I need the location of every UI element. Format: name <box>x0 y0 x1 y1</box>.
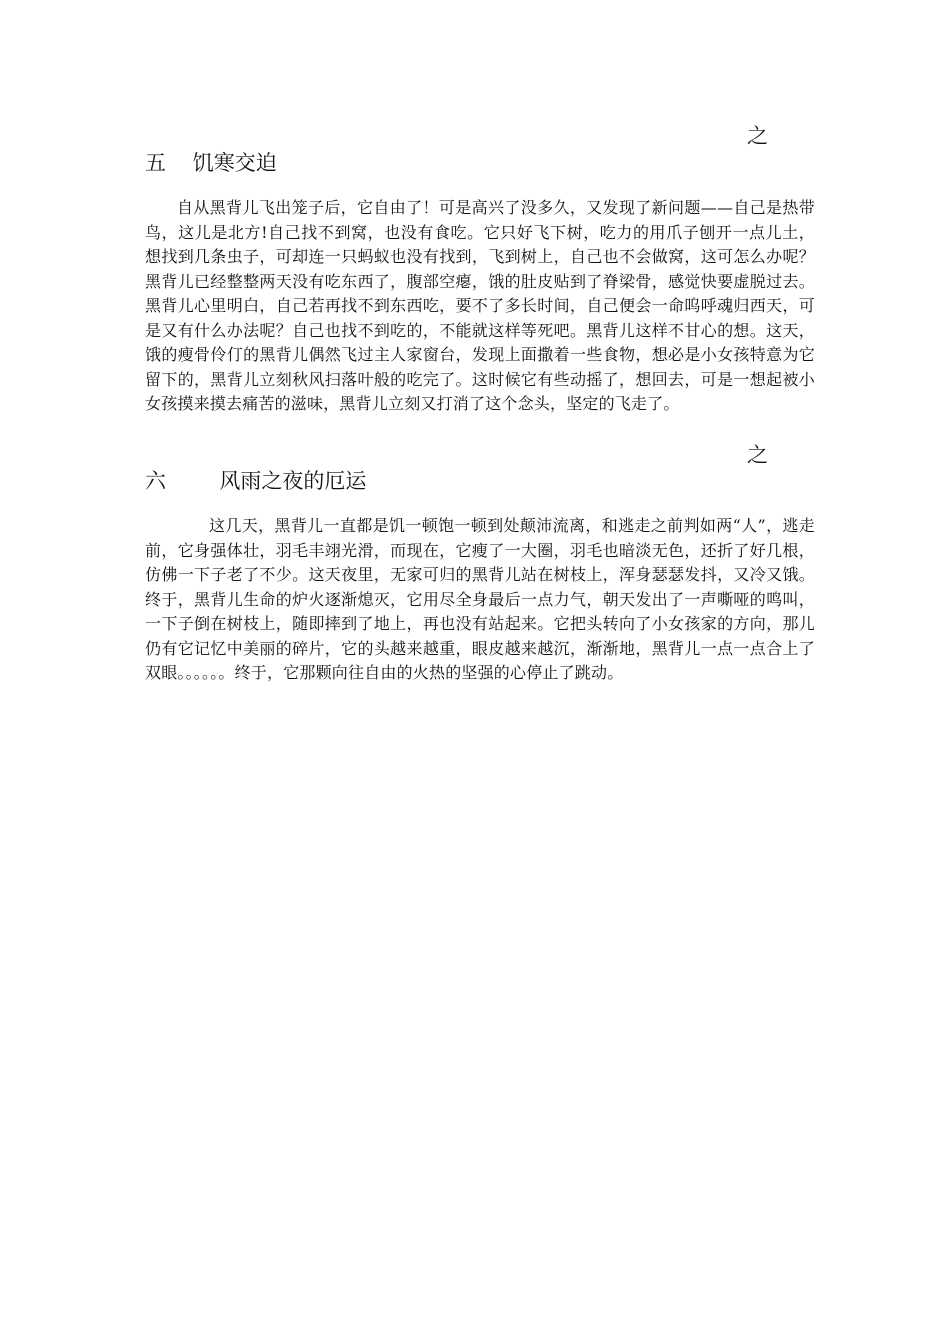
section-heading <box>145 468 366 494</box>
section-heading <box>145 150 277 176</box>
section-marker: 之 <box>747 443 768 467</box>
section-paragraph: 自从黑背儿飞出笼子后，它自由了！可是高兴了没多久，又发现了新问题——自己是热带鸟，这儿是北方!自己找不到窝，也没有食吃。它只好飞下树，吃力的用爪子刨开一点儿土，想找到几条虫子，可却连一只蚂蚁也没有找到，飞到树上，自己也不会做窝，这可怎么办呢？黑背儿已经整整两天没有吃东西了，腹部空瘪，饿的肚皮贴到了脊梁骨，感觉快要虚脱过去。黑背儿心里明白，自己若再找不到东西吃，要不了多长时间，自己便会一命呜呼魂归西天，可是又有什么办法呢？自己也找不到吃的，不能就这样等死吧。黑背儿这样不甘心的想。这天，饿的瘦骨伶仃的黑背儿偶然飞过主人家窗台，发现上面撒着一些食物，想必是小女孩特意为它留下的，黑背儿立刻秋风扫落叶般的吃完了。这时候它有些动摇了，想回去，可是一想起被小女孩摸来摸去痛苦的滋味，黑背儿立刻又打消了这个念头，坚定的飞走了。 <box>145 198 815 413</box>
section-title: 饥寒交迫 <box>192 151 277 175</box>
section-title: 风雨之夜的厄运 <box>219 469 367 493</box>
section-paragraph: 这几天，黑背儿一直都是饥一顿饱一顿到处颠沛流离，和逃走之前判如两“人”，逃走前，它身强体壮，羽毛丰翊光滑，而现在，它瘦了一大圈，羽毛也暗淡无色，还折了好几根，仿佛一下子老了不少。这天夜里，无家可归的黑背儿站在树枝上，浑身瑟瑟发抖，又冷又饿。终于，黑背儿生命的炉火逐渐熄灭，它用尽全身最后一点力气，朝天发出了一声嘶哑的鸣叫，一下子倒在树枝上，随即摔到了地上，再也没有站起来。它把头转向了小女孩家的方向，那儿仍有它记忆中美丽的碎片，它的头越来越重，眼皮越来越沉，渐渐地，黑背儿一点一点合上了双眼。。。。。。终于，它那颗向往自由的火热的坚强的心停止了跳动。 <box>145 516 815 682</box>
section-number: 六 <box>145 469 166 493</box>
section-marker: 之 <box>747 124 768 148</box>
section-number: 五 <box>145 151 166 175</box>
